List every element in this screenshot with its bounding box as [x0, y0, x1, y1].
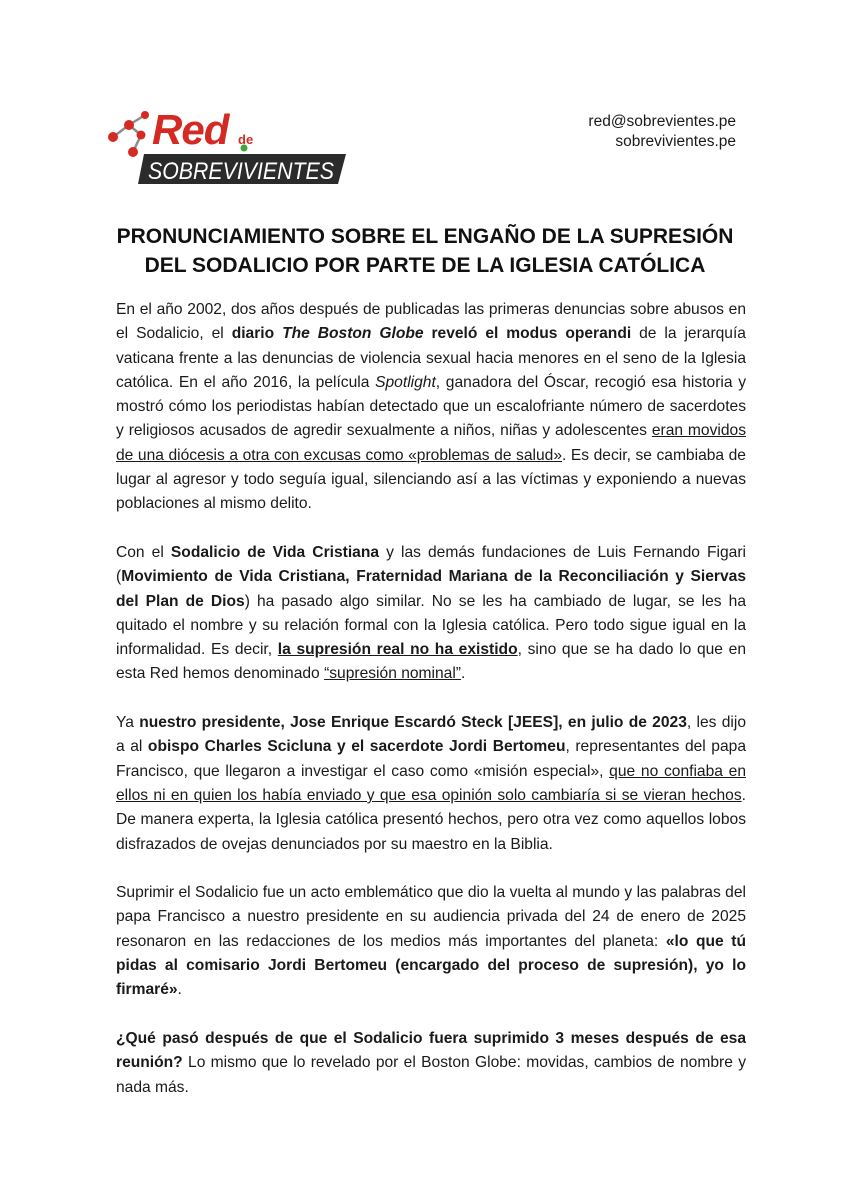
- logo-node: [108, 132, 118, 142]
- text: . De manera experta, la Iglesia católica presentó hechos, pero otra vez como aquellos lobos disfrazados de ovejas denunciados por su maestro en la Biblia.: [116, 786, 746, 853]
- paragraph-5: [116, 1027, 746, 1100]
- text: . Es decir, se cambiaba de lugar al agresor y todo seguía igual, silenciando así a las víctimas y exponiendo a nuevas poblaciones al mismo delito.: [116, 446, 746, 513]
- text: y las demás fundaciones de Luis Fernando Figari (: [116, 543, 746, 586]
- document-body: [116, 298, 746, 1124]
- text: Suprimir el Sodalicio fue un acto emblemático que dio la vuelta al mundo y las palabras del papa Francisco a nuestro presidente en su audiencia privada del 24 de enero de 2025 resonaron en las redacciones de los medios más importantes del planeta:: [116, 884, 746, 950]
- logo-word-sobrevivientes: SOBREVIVIENTES: [148, 158, 334, 185]
- text: .: [461, 665, 466, 683]
- logo-word-de: de: [238, 132, 254, 147]
- bold-text: reveló el modus operandi: [423, 325, 632, 343]
- bold-italic-text: The Boston Globe: [282, 325, 424, 343]
- bold-text: obispo Charles Scicluna y el sacerdote Jordi Bertomeu: [147, 738, 566, 756]
- paragraph-2: [116, 541, 746, 687]
- logo-node: [128, 147, 138, 157]
- contact-email[interactable]: red@sobrevientes.pe: [588, 113, 736, 130]
- text: de la jerarquía vaticana frente a las denuncias de violencia sexual hacia menores en el seno de la Iglesia católica. En el año 2016, la película: [116, 325, 746, 391]
- paragraph-4: [116, 881, 746, 1002]
- logo-node: [137, 131, 146, 140]
- text: , ganadora del Óscar, recogió esa historia y mostró cómo los periodistas habían detectado que un escalofriante número de sacerdotes y religiosos acusados de agredir sexualmente a niños, niñas y adolescentes: [116, 373, 747, 440]
- bold-text: ¿Qué pasó después de que el Sodalicio fuera suprimido 3 meses después de esa reunión?: [116, 1029, 746, 1072]
- paragraph-3: [116, 711, 746, 857]
- text: Ya: [116, 714, 140, 732]
- bold-text: diario: [231, 325, 283, 343]
- title-line-2: DEL SODALICIO POR PARTE DE LA IGLESIA CATÓLICA: [144, 254, 706, 277]
- bold-text: «lo que tú pidas al comisario Jordi Bertomeu (encargado del proceso de supresión), yo lo firmaré»: [116, 932, 747, 999]
- logo-node: [124, 120, 134, 130]
- text: , representantes del papa Francisco, que llegaron a investigar el caso como «misión especial»,: [116, 738, 746, 780]
- underlined-text: “supresión nominal”: [324, 665, 462, 683]
- network-logo-icon: [108, 104, 348, 188]
- bold-text: Sodalicio de Vida Cristiana: [170, 543, 380, 561]
- text: ) ha pasado algo similar. No se les ha cambiado de lugar, se les ha quitado el nombre y su relación formal con la Iglesia católica. Pero todo sigue igual en la informalidad. Es decir,: [116, 592, 746, 659]
- text: , sino que se ha dado lo que en esta Red hemos denominado: [116, 641, 747, 683]
- logo: [108, 104, 348, 188]
- text: Con el: [116, 543, 171, 561]
- text: En el año 2002, dos años después de publicadas las primeras denuncias sobre abusos en el Sodalicio, el: [116, 301, 746, 343]
- document-title: [100, 222, 750, 280]
- logo-word-red: Red: [152, 106, 229, 153]
- underlined-text: eran movidos de una diócesis a otra con excusas como «problemas de salud»: [116, 422, 746, 464]
- logo-node: [141, 111, 149, 119]
- text: .: [177, 981, 182, 999]
- title-line-1: PRONUNCIAMIENTO SOBRE EL ENGAÑO DE LA SUPRESIÓN: [116, 225, 734, 248]
- underlined-text: que no confiaba en ellos ni en quien los había enviado y que esa opinión solo cambiaría si se vieran hechos: [116, 762, 746, 804]
- bold-underlined-text: la supresión real no ha existido: [277, 641, 518, 659]
- text: , les dijo a al: [116, 714, 746, 756]
- contact-info: [588, 112, 736, 152]
- bold-text: nuestro presidente, Jose Enrique Escardó Steck [JEES], en julio de 2023: [139, 714, 687, 732]
- paragraph-1: [116, 298, 746, 517]
- text: Lo mismo que lo revelado por el Boston Globe: movidas, cambios de nombre y nada más.: [116, 1054, 746, 1096]
- bold-text: Movimiento de Vida Cristiana, Fraternidad Mariana de la Reconciliación y Siervas del Plan de Dios: [116, 568, 746, 610]
- italic-text: Spotlight: [375, 373, 436, 391]
- contact-website[interactable]: sobrevivientes.pe: [615, 133, 736, 150]
